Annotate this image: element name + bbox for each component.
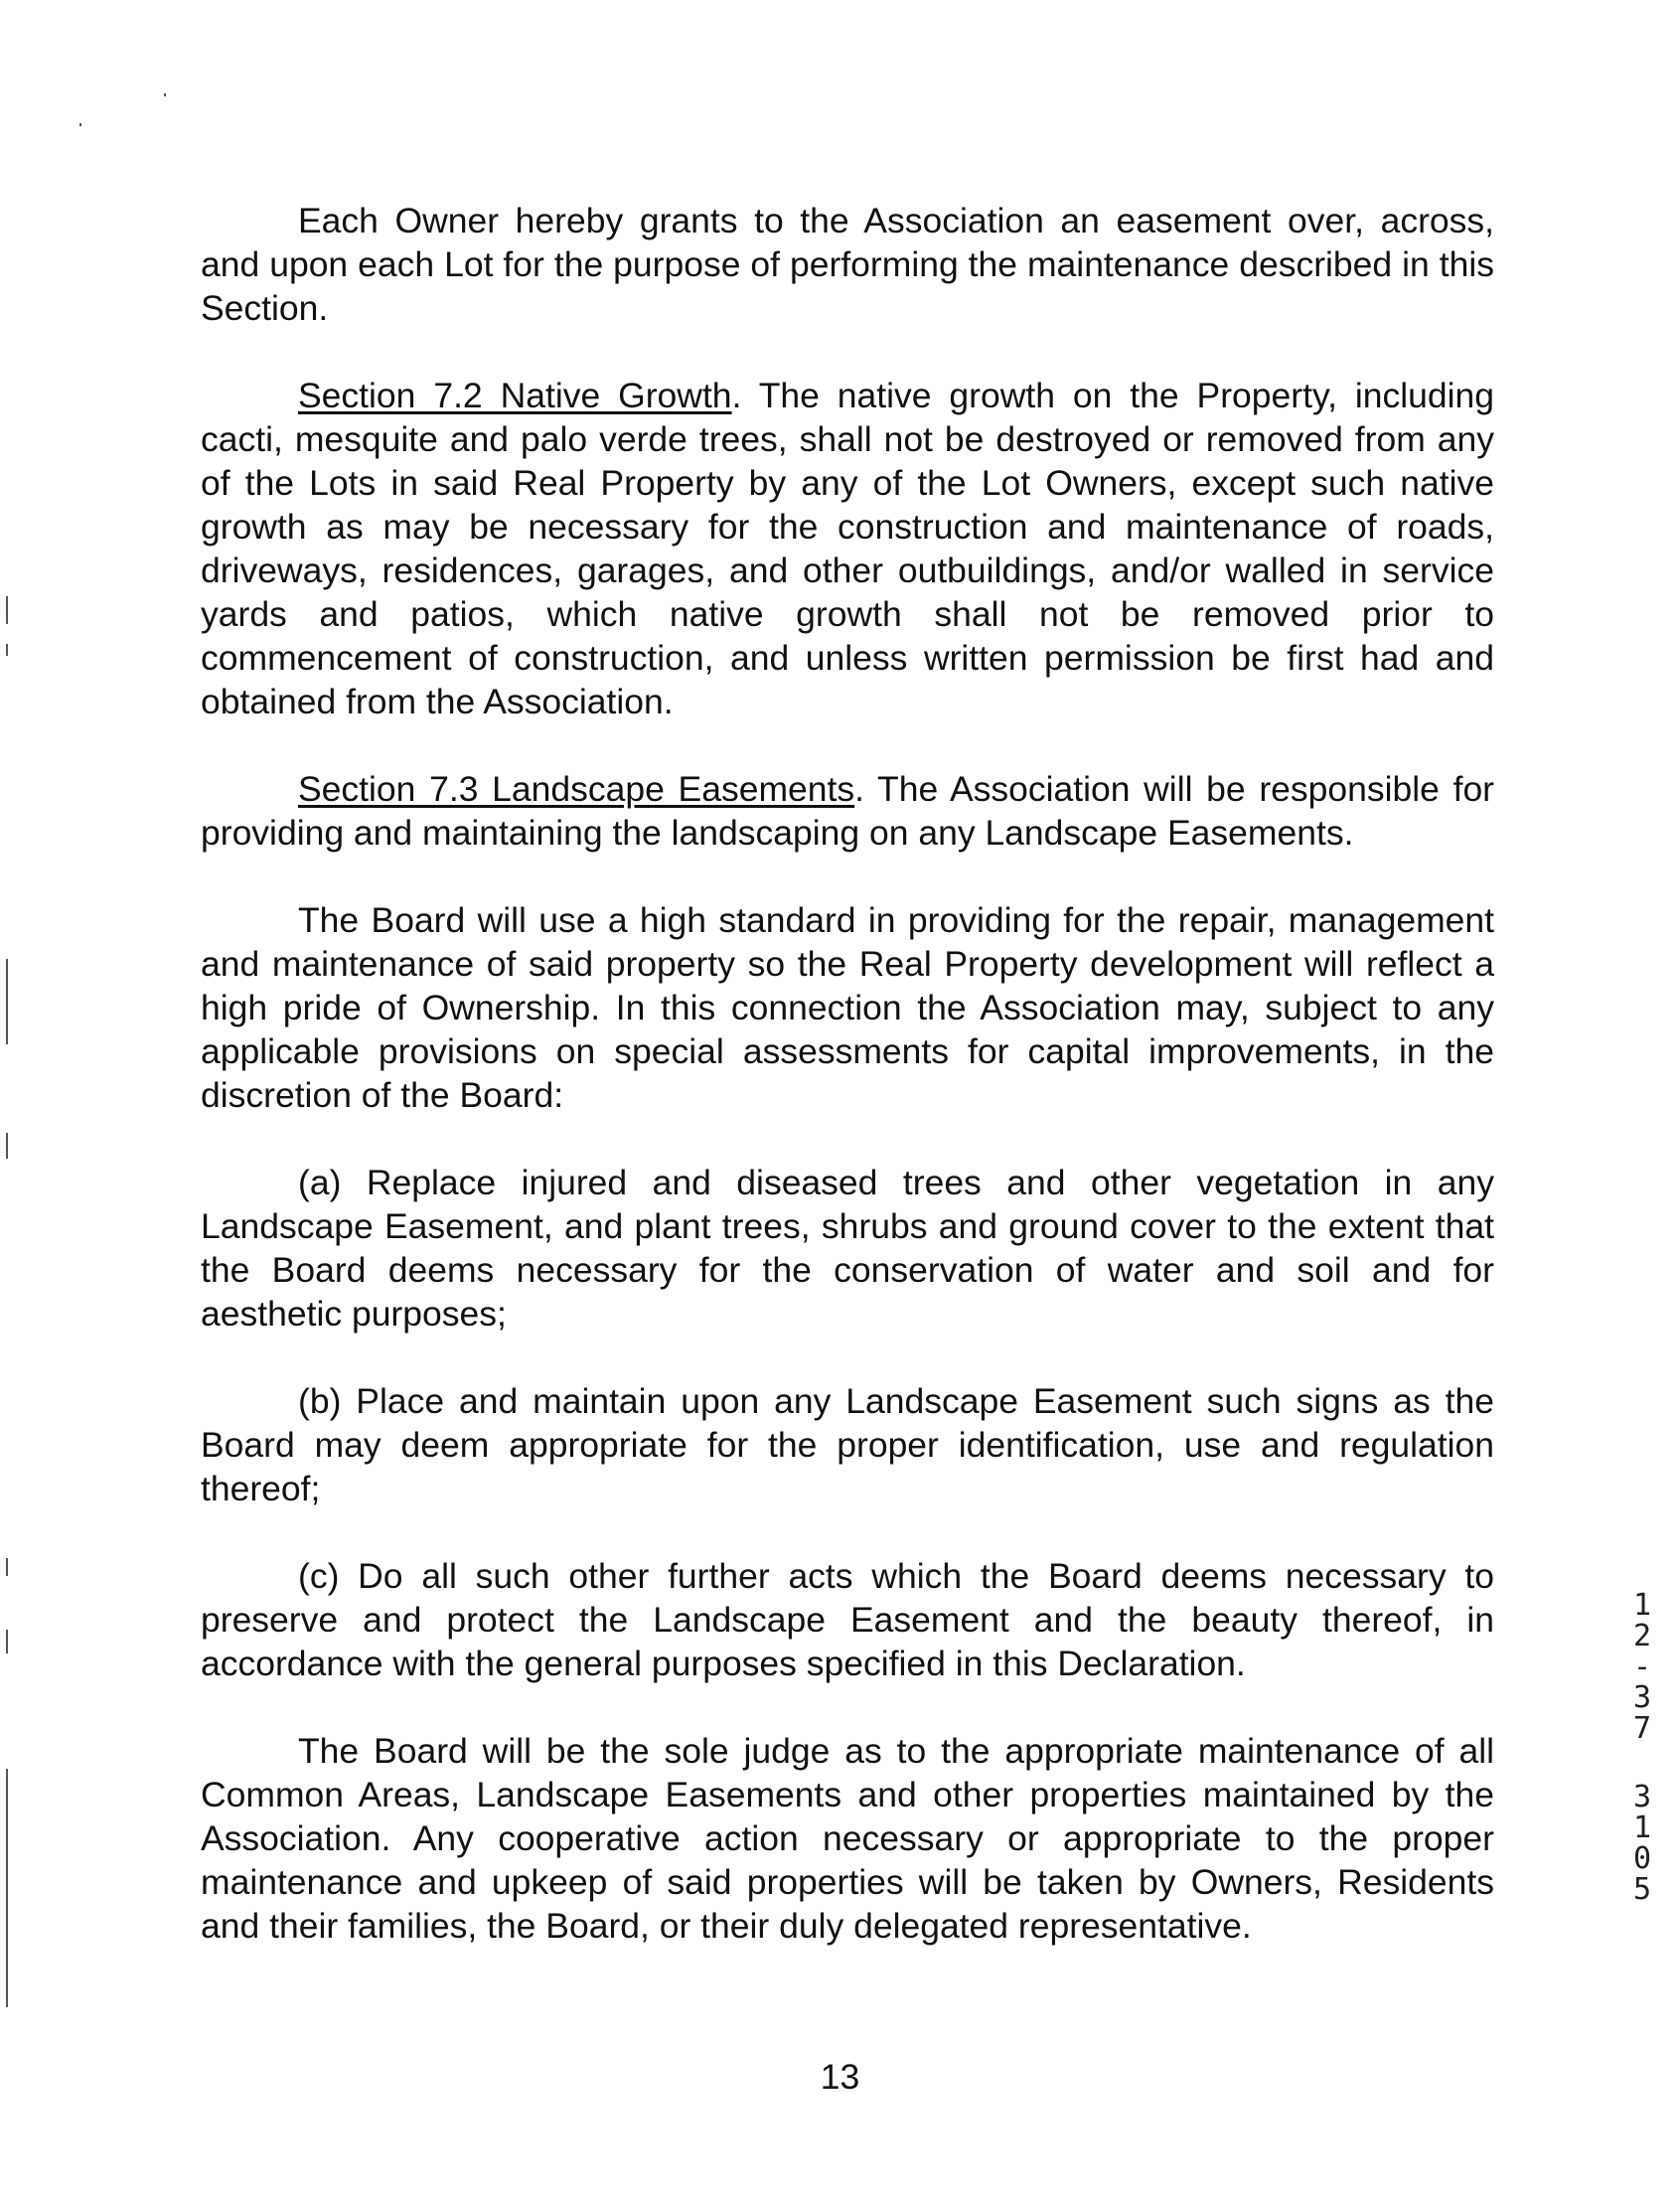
page-number: 13 xyxy=(820,2057,860,2097)
paragraph-text: (b) Place and maintain upon any Landscape Easement such signs as the Board may deem appropriate for the proper identification, use and regulation thereof; xyxy=(201,1381,1494,1508)
recording-digit: 3 xyxy=(1632,1780,1652,1814)
paragraph-text: (c) Do all such other further acts which the Board deems necessary to preserve and protect the Landscape Easement and the beauty thereof, in accordance with the general purposes specified in this Declaration. xyxy=(201,1556,1494,1683)
paragraph-sole-judge xyxy=(201,1729,1494,1948)
scan-mark xyxy=(79,123,81,126)
paragraph-text: The Board will use a high standard in providing for the repair, management and maintenance of said property so the Real Property development will reflect a high pride of Ownership. In this connection the Association may, subject to any applicable provisions on special assessments for capital improvements, in the discretion of the Board: xyxy=(201,900,1494,1115)
recording-digit: 7 xyxy=(1632,1711,1652,1746)
paragraph-item-b xyxy=(201,1379,1494,1510)
paragraph-text: . The native growth on the Property, including cacti, mesquite and palo verde trees, shall not be destroyed or removed from any of the Lots in said Real Property by any of the Lot Owners, except such native growth as may be necessary for the construction and maintenance of roads, driveways, residences, garages, and other outbuildings, and/or walled in service yards and patios, which native growth shall not be removed prior to commencement of construction, and unless written permission be first had and obtained from the Association. xyxy=(201,376,1494,721)
recording-digit: 2 xyxy=(1632,1619,1652,1653)
recording-gap xyxy=(1625,1744,1659,1782)
recording-digit: 1 xyxy=(1632,1588,1652,1623)
section-heading: Section 7.3 Landscape Easements xyxy=(298,769,855,809)
paragraph-text: The Board will be the sole judge as to the appropriate maintenance of all Common Areas, Landscape Easements and other properties maintained by the Association. Any cooperative action necessary or appropriate to the proper maintenance and upkeep of said properties will be taken by Owners, Residents and their families, the Board, or their duly delegated representative. xyxy=(201,1731,1494,1946)
scan-mark xyxy=(6,644,8,656)
paragraph-text: Each Owner hereby grants to the Association an easement over, across, and upon each Lot for the purpose of performing the maintenance described in this Section. xyxy=(201,201,1494,328)
paragraph-section-7-3 xyxy=(201,767,1494,855)
document-body xyxy=(201,199,1494,1991)
scan-mark xyxy=(6,1630,8,1653)
paragraph-item-a xyxy=(201,1161,1494,1336)
paragraph-text: (a) Replace injured and diseased trees and other vegetation in any Landscape Easement, and plant trees, shrubs and ground cover to the extent that the Board deems necessary for the conservation of water and soil and for aesthetic purposes; xyxy=(201,1163,1494,1334)
recording-digit: 5 xyxy=(1632,1872,1652,1907)
paragraph-text: . The Association will be responsible for providing and maintaining the landscaping on any Landscape Easements. xyxy=(201,769,1495,853)
recording-digit: - xyxy=(1632,1650,1652,1684)
paragraph-section-7-2 xyxy=(201,374,1494,723)
recording-digit: 0 xyxy=(1632,1841,1652,1876)
section-heading: Section 7.2 Native Growth xyxy=(298,376,732,415)
scan-mark xyxy=(164,93,166,96)
recording-number-stamp xyxy=(1625,1590,1659,1905)
scan-mark xyxy=(6,1133,8,1159)
scan-mark xyxy=(6,1769,8,2007)
paragraph-item-c xyxy=(201,1554,1494,1685)
paragraph-owner-easement xyxy=(201,199,1494,330)
paragraph-board-standard xyxy=(201,898,1494,1117)
scan-mark xyxy=(6,959,8,1044)
recording-digit: 3 xyxy=(1632,1680,1652,1715)
recording-digit: 1 xyxy=(1632,1810,1652,1845)
scan-mark xyxy=(6,1558,8,1576)
scan-mark xyxy=(6,596,8,624)
